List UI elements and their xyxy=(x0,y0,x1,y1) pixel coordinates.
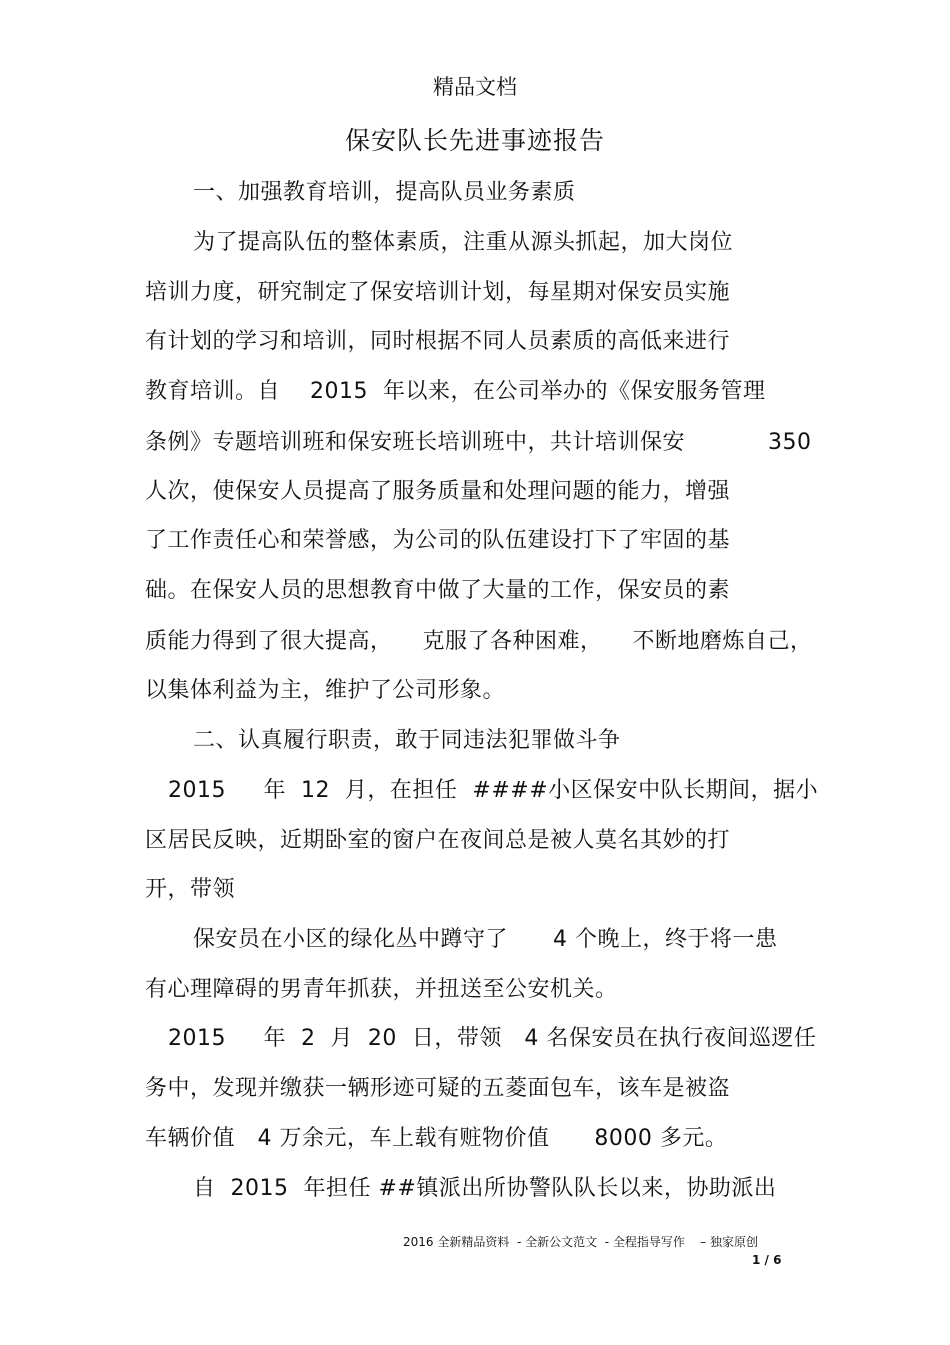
section-heading-1: 一、加强教育培训，提高队员业务素质 xyxy=(193,180,576,205)
paragraph-number: 350 xyxy=(768,430,812,455)
paragraph-line: 2015 年 2 月 20 日，带领 4 名保安员在执行夜间巡逻任 xyxy=(168,1026,817,1051)
section-heading-2: 二、认真履行职责，敢于同违法犯罪做斗争 xyxy=(193,728,621,753)
paragraph-line: 以集体利益为主，维护了公司形象。 xyxy=(145,678,506,703)
paragraph-line: 有计划的学习和培训，同时根据不同人员素质的高低来进行 xyxy=(145,329,731,354)
paragraph-line: 自 2015 年担任 ##镇派出所协警队队长以来，协助派出 xyxy=(193,1176,777,1201)
paragraph-line: 2015 年 12 月，在担任 ####小区保安中队长期间，据小 xyxy=(168,778,819,803)
document-title: 保安队长先进事迹报告 xyxy=(344,126,605,155)
paragraph-line: 条例》专题培训班和保安班长培训班中，共计培训保安 xyxy=(145,430,686,455)
paragraph-line: 培训力度，研究制定了保安培训计划，每星期对保安员实施 xyxy=(145,280,731,305)
paragraph-line: 有心理障碍的男青年抓获，并扭送至公安机关。 xyxy=(145,977,618,1002)
paragraph-line: 开，带领 xyxy=(145,877,236,902)
paragraph-line: 础。在保安人员的思想教育中做了大量的工作，保安员的素 xyxy=(145,578,731,603)
paragraph-line: 保安员在小区的绿化丛中蹲守了 4 个晚上，终于将一患 xyxy=(193,927,778,952)
paragraph-line: 务中，发现并缴获一辆形迹可疑的五菱面包车，该车是被盗 xyxy=(145,1076,731,1101)
paragraph-line: 了工作责任心和荣誉感，为公司的队伍建设打下了牢固的基 xyxy=(145,528,731,553)
paragraph-line: 区居民反映，近期卧室的窗户在夜间总是被人莫名其妙的打 xyxy=(145,828,731,853)
paragraph-line: 车辆价值 4 万余元，车上载有赃物价值 8000 多元。 xyxy=(145,1126,728,1151)
page-footer: 2016 全新精品资料 - 全新公文范文 - 全程指导写作 – 独家原创 xyxy=(403,1235,758,1249)
paragraph-line: 人次，使保安人员提高了服务质量和处理问题的能力，增强 xyxy=(145,479,731,504)
page-header: 精品文档 xyxy=(433,75,517,99)
paragraph-line: 质能力得到了很大提高， 克服了各种困难， 不断地磨炼自己， xyxy=(145,629,813,654)
page-number: 1 / 6 xyxy=(752,1253,782,1267)
paragraph-line: 为了提高队伍的整体素质，注重从源头抓起，加大岗位 xyxy=(193,230,734,255)
paragraph-line: 教育培训。自 2015 年以来，在公司举办的《保安服务管理 xyxy=(145,379,766,404)
